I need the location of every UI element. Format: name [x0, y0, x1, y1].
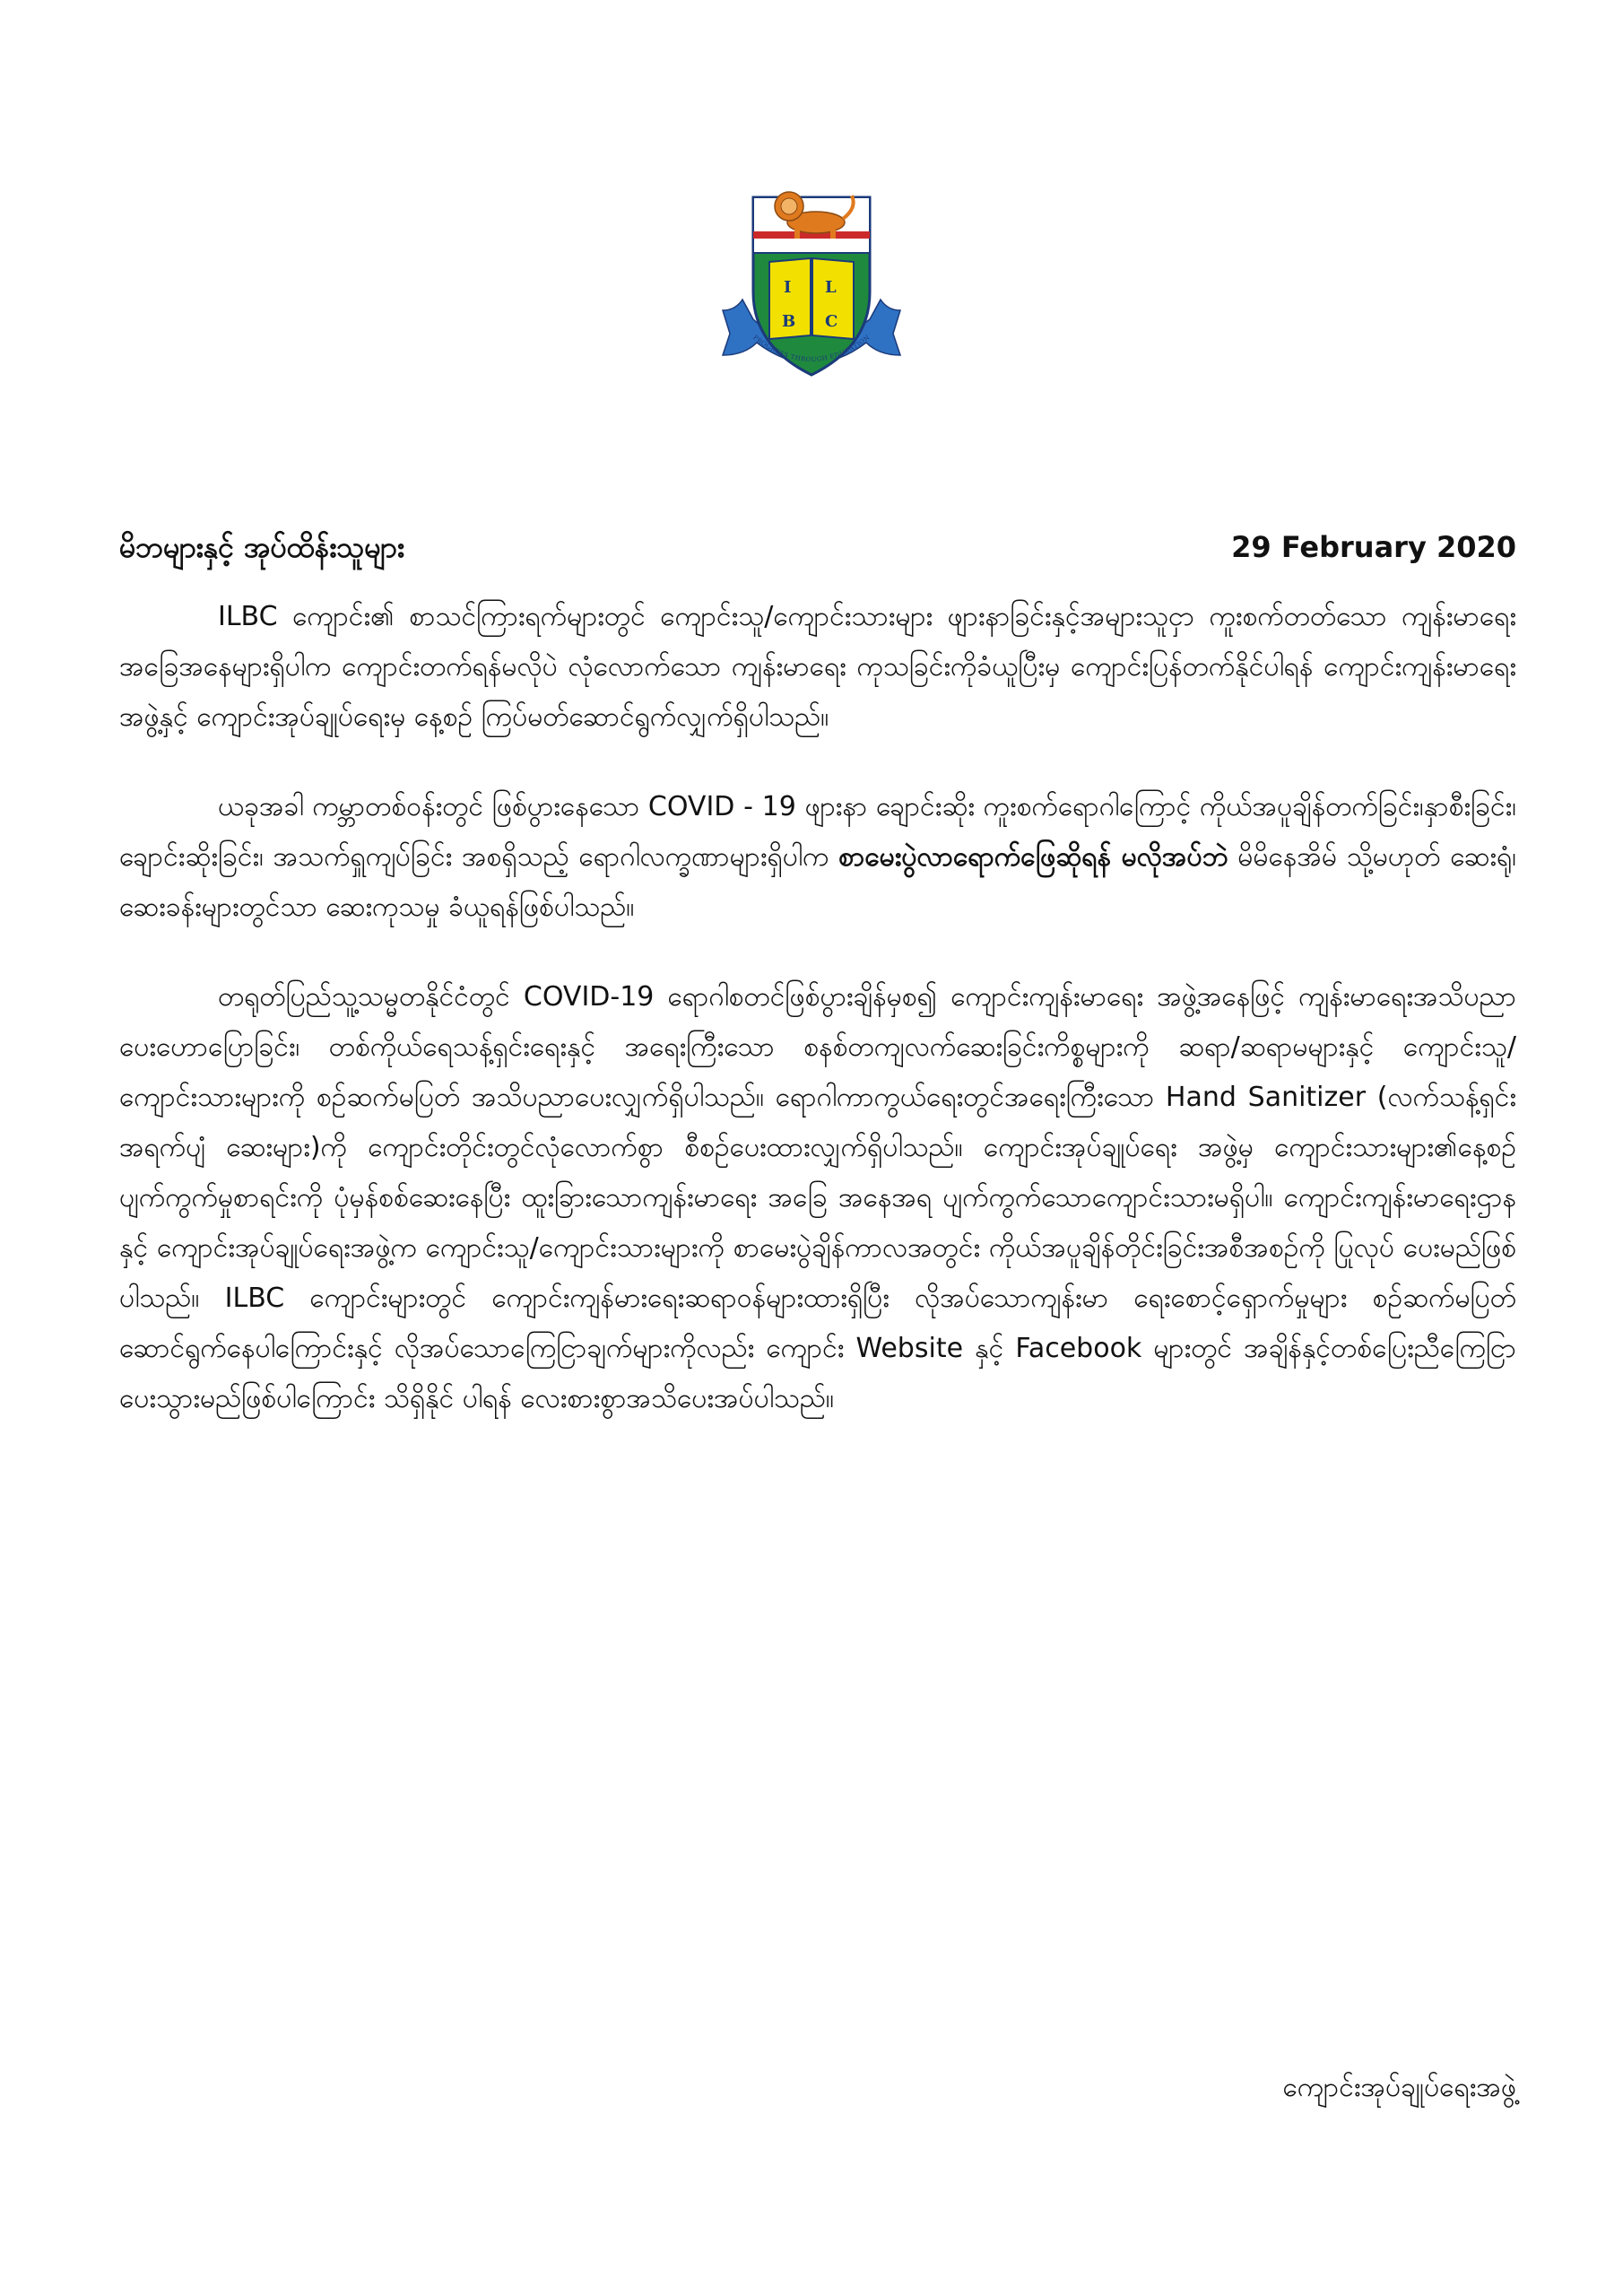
logo-letter-b: B	[782, 312, 796, 331]
recipient-line: မိဘများနှင့် အုပ်ထိန်းသူများ	[119, 530, 404, 564]
paragraph-2-tail: မိမိနေအိမ် သို့မဟုတ် ဆေးရုံ၊ ဆေးခန်းများတွင်သာ ဆေးကုသမှု ခံယူရန်ဖြစ်ပါသည်။	[119, 841, 1516, 923]
logo-motto: PROGRESS THROUGH EDUCATION	[751, 334, 872, 364]
book-icon	[769, 258, 854, 339]
signature-line: ကျောင်းအုပ်ချုပ်ရေးအဖွဲ့	[1282, 2072, 1516, 2103]
letter-date: 29 February 2020	[1231, 530, 1516, 564]
paragraph-2	[119, 782, 1516, 933]
school-logo	[717, 176, 906, 391]
paragraph-2-lead: ယခုအခါ ကမ္ဘာတစ်ဝန်းတွင် ဖြစ်ပွားနေသော COVID - 19 ဖျားနာ ချောင်းဆိုး ကူးစက်ရောဂါကြောင့် ကိုယ်အပူချိန်တက်ခြင်း၊နှာစီးခြင်း၊ ချောင်းဆိုးခြင်း၊ အသက်ရှူကျပ်ခြင်း အစရှိသည့် ရောဂါလက္ခဏာများရှိပါက	[119, 791, 1516, 873]
ilbc-crest-icon	[717, 176, 906, 391]
letter-header	[119, 520, 1516, 574]
paragraph-2-emphasis: စာမေးပွဲလာရောက်ဖြေဆိုရန် မလိုအပ်ဘဲ	[838, 841, 1228, 873]
logo-letter-l: L	[825, 278, 837, 297]
logo-letter-i: I	[784, 278, 792, 297]
letter-body	[119, 592, 1516, 1464]
paragraph-1: ILBC ကျောင်း၏ စာသင်ကြားရက်များတွင် ကျောင်းသူ/ကျောင်းသားများ ဖျားနာခြင်းနှင့်အများသူငှာ ကူးစက်တတ်သော ကျန်းမာရေးအခြေအနေများရှိပါက ကျောင်းတက်ရန်မလိုပဲ လုံလောက်သော ကျန်းမာရေး ကုသခြင်းကိုခံယူပြီးမှ ကျောင်းပြန်တက်နိုင်ပါရန် ကျောင်းကျန်းမာရေးအဖွဲ့နှင့် ကျောင်းအုပ်ချုပ်ရေးမှ နေ့စဉ် ကြပ်မတ်ဆောင်ရွက်လျှက်ရှိပါသည်။	[119, 601, 1516, 733]
paragraph-3: တရုတ်ပြည်သူ့သမ္မတနိုင်ငံတွင် COVID-19 ရောဂါစတင်ဖြစ်ပွားချိန်မှစ၍ ကျောင်းကျန်းမာရေး အဖွဲ့အနေဖြင့် ကျန်းမာရေးအသိပညာပေးဟောပြောခြင်း၊ တစ်ကိုယ်ရေသန့်ရှင်းရေးနှင့် အရေးကြီးသော စနစ်တကျလက်ဆေးခြင်းကိစ္စများကို ဆရာ/ဆရာမများနှင့် ကျောင်းသူ/ကျောင်းသားများကို စဉ်ဆက်မပြတ် အသိပညာပေးလျှက်ရှိပါသည်။ ရောဂါကာကွယ်ရေးတွင်အရေးကြီးသော Hand Sanitizer (လက်သန့်ရှင်း အရက်ပျံ ဆေးများ)ကို ကျောင်းတိုင်းတွင်လုံလောက်စွာ စီစဉ်ပေးထားလျှက်ရှိပါသည်။ ကျောင်းအုပ်ချုပ်ရေး အဖွဲ့မှ ကျောင်းသားများ၏နေ့စဉ်ပျက်ကွက်မှုစာရင်းကို ပုံမှန်စစ်ဆေးနေပြီး ထူးခြားသောကျန်းမာရေး အခြေ အနေအရ ပျက်ကွက်သောကျောင်းသားမရှိပါ။ ကျောင်းကျန်းမာရေးဌာနနှင့် ကျောင်းအုပ်ချုပ်ရေးအဖွဲ့က ကျောင်းသူ/ကျောင်းသားများကို စာမေးပွဲချိန်ကာလအတွင်း ကိုယ်အပူချိန်တိုင်းခြင်းအစီအစဉ်ကို ပြုလုပ် ပေးမည်ဖြစ်ပါသည်။ ILBC ကျောင်းများတွင် ကျောင်းကျန်မားရေးဆရာဝန်များထားရှိပြီး လိုအပ်သောကျန်းမာ ရေးစောင့်ရှောက်မှုများ စဉ်ဆက်မပြတ်ဆောင်ရွက်နေပါကြောင်းနှင့် လိုအပ်သောကြေငြာချက်များကိုလည်း ကျောင်း Website နှင့် Facebook များတွင် အချိန်နှင့်တစ်ပြေးညီကြေငြာပေးသွားမည်ဖြစ်ပါကြောင်း သိရှိနိုင် ပါရန် လေးစားစွာအသိပေးအပ်ပါသည်။	[119, 981, 1516, 1414]
logo-letter-c: C	[825, 312, 838, 331]
